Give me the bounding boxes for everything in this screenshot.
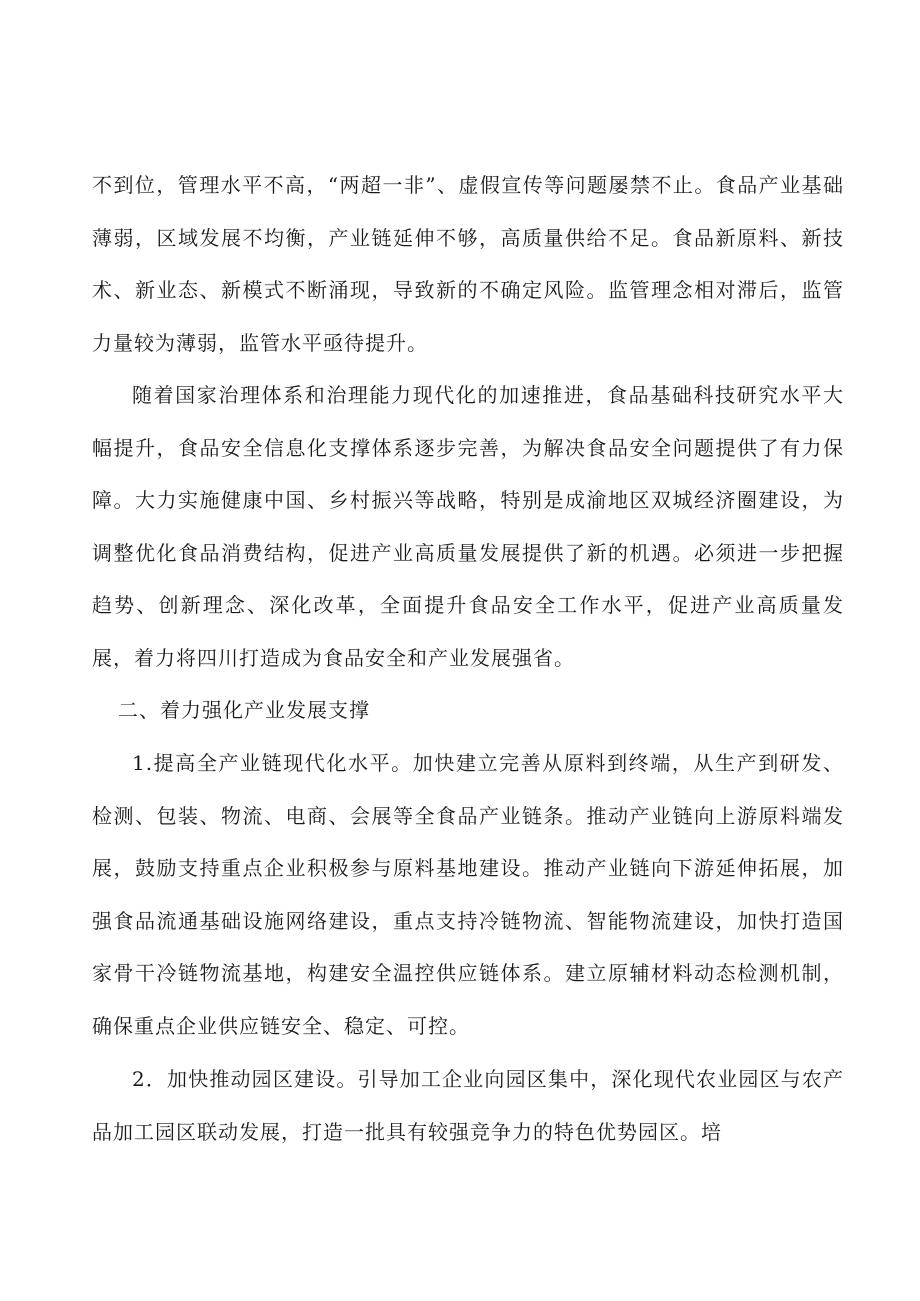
paragraph-continuation: 不到位，管理水平不高，“两超一非”、虚假宣传等问题屡禁不止。食品产业基础薄弱，区域发展不均衡，产业链延伸不够，高质量供给不足。食品新原料、新技术、新业态、新模式不断涌现，导致新的不确定风险。监管理念相对滞后，监管力量较为薄弱，监管水平亟待提升。 <box>92 173 844 355</box>
section-heading: 二、着力强化产业发展支撑 <box>118 698 370 722</box>
list-item-park-construction: 2．加快推动园区建设。引导加工企业向园区集中，深化现代农业园区与农产品加工园区联动发展，打造一批具有较强竞争力的特色优势园区。培 <box>92 1067 844 1144</box>
paragraph-opportunities: 随着国家治理体系和治理能力现代化的加速推进，食品基础科技研究水平大幅提升，食品安全信息化支撑体系逐步完善，为解决食品安全问题提供了有力保障。大力实施健康中国、乡村振兴等战略，特别是成渝地区双城经济圈建设，为调整优化食品消费结构，促进产业高质量发展提供了新的机遇。必须进一步把握趋势、创新理念、深化改革，全面提升食品安全工作水平，促进产业高质量发展，着力将四川打造成为食品安全和产业发展强省。 <box>92 383 844 670</box>
list-item-industry-chain: 1.提高全产业链现代化水平。加快建立完善从原料到终端，从生产到研发、检测、包装、物流、电商、会展等全食品产业链条。推动产业链向上游原料端发展，鼓励支持重点企业积极参与原料基地建设。推动产业链向下游延伸拓展，加强食品流通基础设施网络建设，重点支持冷链物流、智能物流建设，加快打造国家骨干冷链物流基地，构建安全温控供应链体系。建立原辅材料动态检测机制，确保重点企业供应链安全、稳定、可控。 <box>92 751 844 1038</box>
